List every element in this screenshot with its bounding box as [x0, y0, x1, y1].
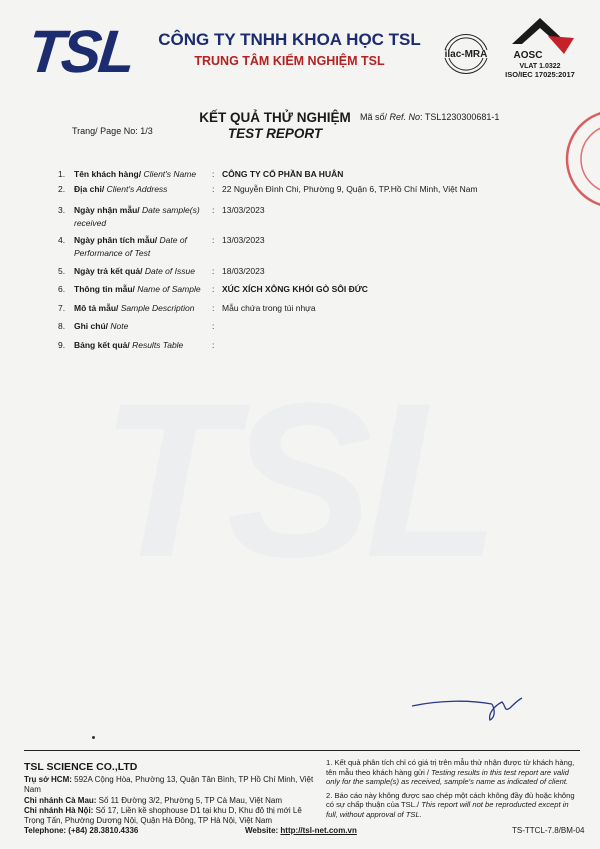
footer-camau: Chi nhánh Cà Mau: Số 11 Đường 3/2, Phường 5, TP Cà Mau, Việt Nam: [24, 795, 283, 805]
ilac-mra-logo: [437, 24, 495, 82]
footer-hq: Trụ sở HCM: 592A Cộng Hòa, Phường 13, Quận Tân Bình, TP Hồ Chí Minh, Việt Nam: [24, 775, 314, 795]
footer-hanoi: Chi nhánh Hà Nội: Số 17, Liền kề shophouse D1 tại khu D, Khu đô thị mới Lê Trọng Tấn, Phường Dương Nội, Quận Hà Đông, TP Hà Nội, Việt Nam: [24, 805, 302, 826]
ilac-text: ilac-MRA: [444, 49, 488, 60]
footer-company-name: TSL SCIENCE CO.,LTD: [24, 761, 138, 773]
company-name: CÔNG TY TNHH KHOA HỌC TSL: [158, 30, 421, 49]
red-stamp: [560, 104, 600, 214]
footer-note-1: 1. Kết quả phân tích chỉ có giá trị trên mẫu thử nhận được từ khách hàng, tên mẫu theo khách hàng gửi / Testing results in this test report are valid only for the sample(s) as received, sample's name as indicated of client.: [326, 758, 575, 787]
footer-notes: [326, 758, 582, 824]
form-code: TS-TTCL-7.8/BM-04: [512, 826, 585, 835]
report-title-vn: KẾT QUẢ THỬ NGHIỆM: [199, 110, 351, 125]
aosc-logo: [502, 16, 578, 70]
footer-telephone: Telephone: (+84) 28.3810.4336: [24, 826, 139, 835]
center-name: TRUNG TÂM KIỂM NGHIỆM TSL: [194, 54, 385, 68]
iso-standard: ISO/IEC 17025:2017: [505, 70, 575, 79]
footer-divider: [24, 750, 580, 751]
reference-number: Mã số/ Ref. No: TSL1230300681-1: [360, 112, 500, 122]
tsl-logo: TSL: [24, 18, 136, 85]
signature: [410, 688, 540, 722]
page-number: Trang/ Page No: 1/3: [72, 126, 153, 136]
footer-website[interactable]: Website: http://tsl-net.com.vn: [245, 826, 357, 835]
page-dot: [92, 736, 95, 739]
footer-note-2: 2. Báo cáo này không được sao chép một cách không đầy đủ hoặc không có sự chấp thuận của TSL./ This report will not be reproducted except in full, without approval of TSL.: [326, 790, 575, 819]
aosc-text: AOSC: [513, 50, 543, 61]
report-title-en: TEST REPORT: [227, 126, 323, 141]
tsl-watermark: TSL: [100, 357, 492, 603]
vlat-text: VLAT 1.0322: [519, 63, 561, 70]
footer-company-info: [24, 762, 324, 826]
